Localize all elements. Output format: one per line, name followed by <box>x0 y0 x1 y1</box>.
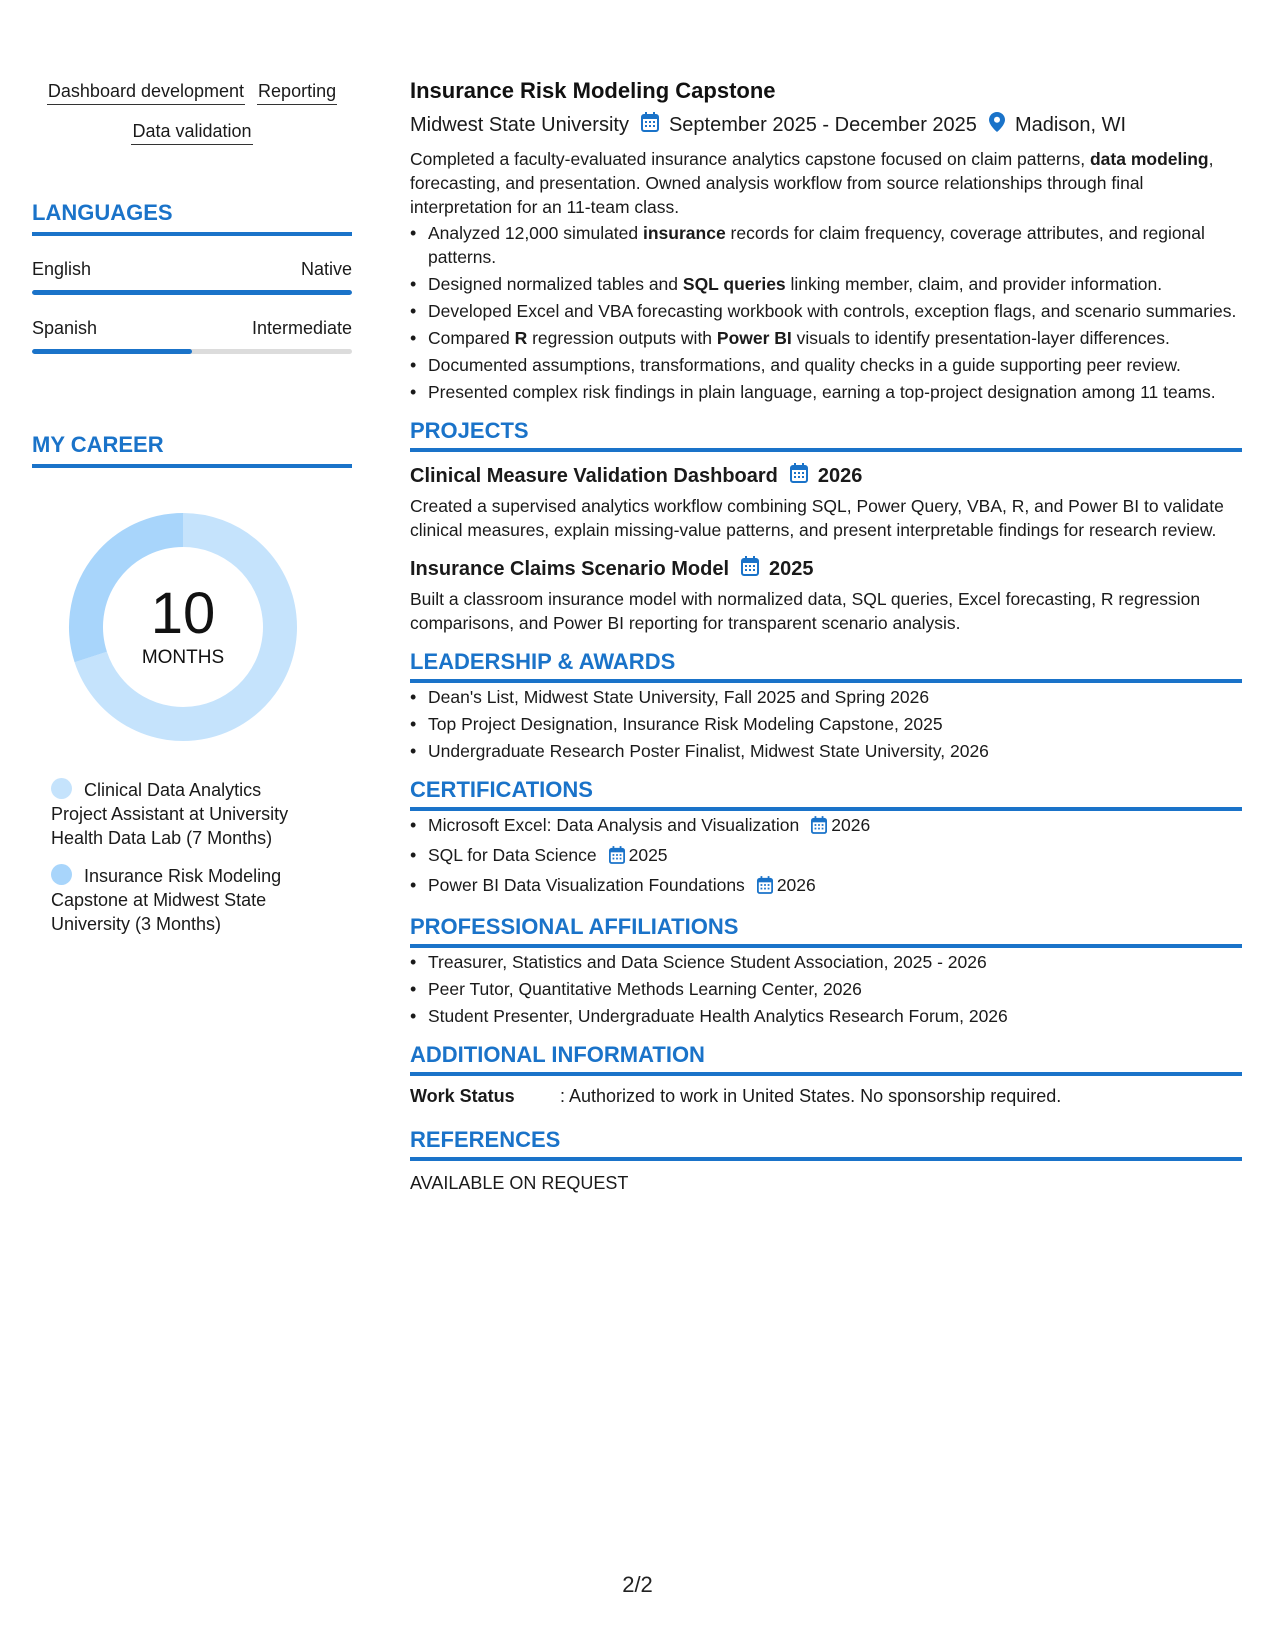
legend-dot <box>51 778 72 799</box>
skill-tag: Reporting <box>257 82 337 105</box>
references-heading: REFERENCES <box>410 1127 1242 1161</box>
career-item-text: Insurance Risk Modeling Capstone at Midwest State University (3 Months) <box>51 866 282 934</box>
capstone-location: Madison, WI <box>1014 113 1127 136</box>
legend-dot <box>51 864 72 885</box>
total-months-number: 10 <box>150 581 216 646</box>
calendar-icon <box>790 463 808 489</box>
list-item <box>410 873 1242 900</box>
list-item: • Student Presenter, Undergraduate Health Analytics Research Forum, 2026 <box>410 1004 1242 1028</box>
list-item: • Presented complex risk findings in plain language, earning a top-project designation among 11 teams. <box>410 380 1242 404</box>
career-legend <box>51 778 306 936</box>
cert-name: Microsoft Excel: Data Analysis and Visualization <box>428 815 800 835</box>
capstone-meta <box>410 112 1242 138</box>
calendar-icon <box>641 112 659 138</box>
career-heading: MY CAREER <box>32 432 352 468</box>
cert-name: SQL for Data Science <box>428 845 597 865</box>
language-level: Native <box>300 259 352 279</box>
career-item-text: Clinical Data Analytics Project Assistant at University Health Data Lab (7 Months) <box>51 780 289 848</box>
capstone-title: Insurance Risk Modeling Capstone <box>410 78 776 103</box>
list-item: • Documented assumptions, transformations, and quality checks in a guide supporting peer review. <box>410 353 1242 377</box>
language-item <box>32 318 352 354</box>
skill-tag: Data validation <box>131 122 252 145</box>
list-item: • Developed Excel and VBA forecasting workbook with controls, exception flags, and scenario summaries. <box>410 299 1242 323</box>
language-proficiency-bar <box>32 349 352 354</box>
references-text: AVAILABLE ON REQUEST <box>410 1173 629 1193</box>
project-description: Created a supervised analytics workflow combining SQL, Power Query, VBA, R, and Power BI to validate clinical measures, explain missing-value patterns, and present interpretable findings for research review. <box>410 496 1224 540</box>
cert-year: 2025 <box>628 845 668 865</box>
projects-section <box>410 418 1242 635</box>
languages-heading: LANGUAGES <box>32 200 352 236</box>
list-item <box>410 843 1242 870</box>
list-item <box>410 813 1242 840</box>
list-item: • Compared R regression outputs with Power BI visuals to identify presentation-layer differences. <box>410 326 1242 350</box>
capstone-dates: September 2025 - December 2025 <box>668 113 977 136</box>
work-status-value: : Authorized to work in United States. No sponsorship required. <box>560 1086 1062 1106</box>
project-name: Insurance Claims Scenario Model <box>410 557 729 580</box>
capstone-summary: Completed a faculty-evaluated insurance analytics capstone focused on claim patterns, data modeling, forecasting, and presentation. Owned analysis workflow from source relationships through final interpretation for an 11-team class. <box>410 149 1214 217</box>
awards-section <box>410 649 1242 763</box>
list-item: • Treasurer, Statistics and Data Science Student Association, 2025 - 2026 <box>410 950 1242 974</box>
language-item <box>32 259 352 295</box>
cert-year: 2026 <box>831 815 871 835</box>
certifications-section <box>410 777 1242 900</box>
capstone-bullets <box>410 221 1242 404</box>
awards-heading: LEADERSHIP & AWARDS <box>410 649 1242 683</box>
page-number: 2/2 <box>622 1572 653 1597</box>
work-status-row <box>410 1086 1242 1107</box>
skills-list <box>32 82 352 162</box>
language-proficiency-fill <box>32 290 352 295</box>
career-legend-item <box>51 864 306 936</box>
language-proficiency-bar <box>32 290 352 295</box>
list-item: • Dean's List, Midwest State University, Fall 2025 and Spring 2026 <box>410 685 1242 709</box>
career-donut-chart <box>68 512 298 742</box>
total-months-unit: MONTHS <box>141 647 225 668</box>
certifications-list <box>410 813 1242 900</box>
work-status-label: Work Status <box>410 1086 515 1106</box>
project-title <box>410 463 1242 489</box>
affiliations-list <box>410 950 1242 1028</box>
project-year: 2025 <box>769 557 814 580</box>
project-title <box>410 556 1242 582</box>
cert-year: 2026 <box>776 875 816 895</box>
list-item: • Analyzed 12,000 simulated insurance records for claim frequency, coverage attributes, and regional patterns. <box>410 221 1242 269</box>
calendar-icon <box>811 816 827 840</box>
projects-heading: PROJECTS <box>410 418 1242 452</box>
donut-center-label <box>68 512 298 742</box>
career-legend-item <box>51 778 306 850</box>
affiliations-heading: PROFESSIONAL AFFILIATIONS <box>410 914 1242 948</box>
awards-list <box>410 685 1242 763</box>
calendar-icon <box>757 876 773 900</box>
language-proficiency-fill <box>32 349 192 354</box>
project-name: Clinical Measure Validation Dashboard <box>410 464 778 487</box>
left-column <box>32 82 352 950</box>
language-name: English <box>32 259 92 279</box>
cert-name: Power BI Data Visualization Foundations <box>428 875 745 895</box>
list-item: • Top Project Designation, Insurance Risk Modeling Capstone, 2025 <box>410 712 1242 736</box>
list-item: • Undergraduate Research Poster Finalist, Midwest State University, 2026 <box>410 739 1242 763</box>
project-description: Built a classroom insurance model with normalized data, SQL queries, Excel forecasting, R regression comparisons, and Power BI reporting for transparent scenario analysis. <box>410 589 1201 633</box>
language-level: Intermediate <box>251 318 352 338</box>
list-item: • Peer Tutor, Quantitative Methods Learning Center, 2026 <box>410 977 1242 1001</box>
calendar-icon <box>741 556 759 582</box>
calendar-icon <box>609 846 625 870</box>
additional-section <box>410 1042 1242 1107</box>
additional-heading: ADDITIONAL INFORMATION <box>410 1042 1242 1076</box>
capstone-org: Midwest State University <box>410 113 629 136</box>
affiliations-section <box>410 914 1242 1028</box>
location-pin-icon <box>989 112 1005 138</box>
language-name: Spanish <box>32 318 98 338</box>
certifications-heading: CERTIFICATIONS <box>410 777 1242 811</box>
right-column <box>410 78 1242 1194</box>
references-section <box>410 1127 1242 1194</box>
list-item: • Designed normalized tables and SQL queries linking member, claim, and provider information. <box>410 272 1242 296</box>
project-year: 2026 <box>817 464 863 487</box>
skill-tag: Dashboard development <box>47 82 245 105</box>
